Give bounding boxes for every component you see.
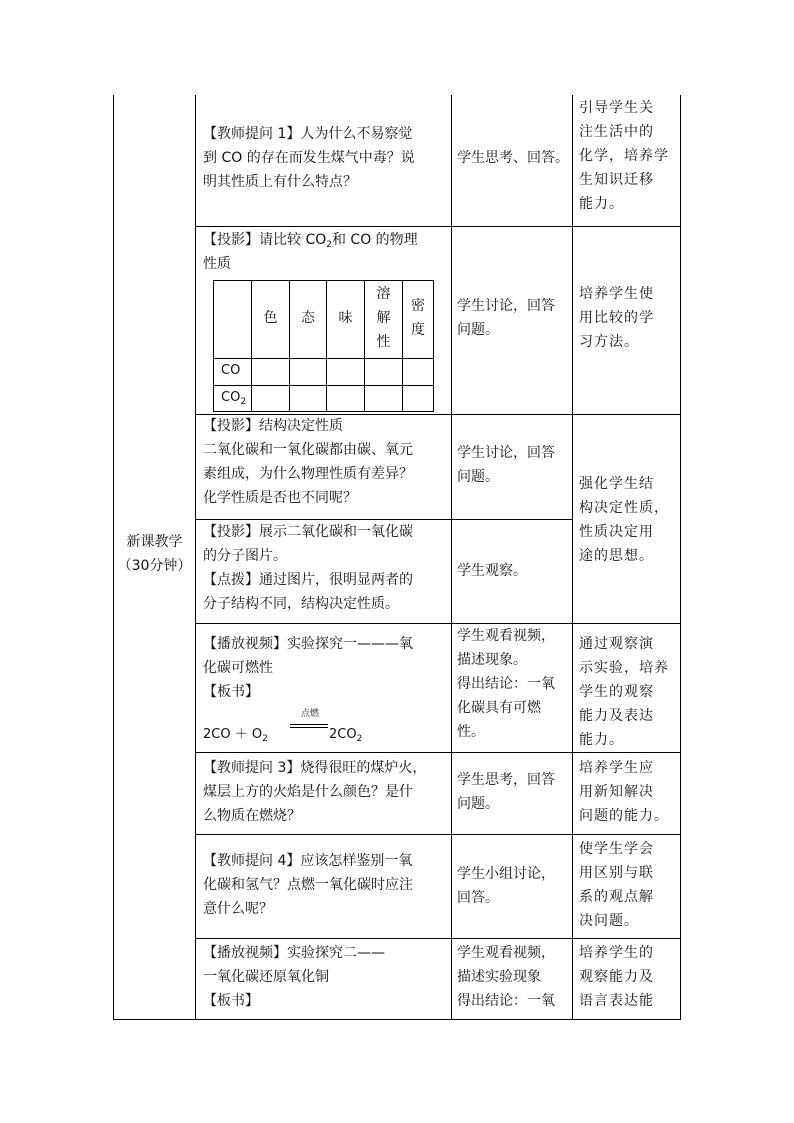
row-student: 学生思考，回答 问题。 — [457, 772, 555, 812]
table-header-smell: 味 — [338, 310, 353, 326]
grid-line — [195, 226, 681, 227]
table-header-state: 态 — [301, 310, 315, 326]
row-student: 学生讨论，回答 问题。 — [457, 445, 555, 485]
row-content: 【投影】请比较 $CO_2$和 CO 的物理 性质 — [203, 232, 418, 272]
grid-line — [113, 1019, 681, 1020]
grid-line — [680, 95, 681, 1020]
row-student: 学生观看视频， 描述实验现象 得出结论：一氧 — [457, 945, 555, 1009]
grid-line — [195, 752, 681, 753]
row-purpose: 培养学生使 用比较的学 习方法。 — [579, 286, 654, 350]
row-purpose: 培养学生应 用新知解决 问题的能力。 — [579, 760, 669, 824]
grid-line — [195, 938, 681, 939]
grid-line — [451, 95, 452, 1020]
row-content: 【教师提问 4】应该怎样鉴别一氧 化碳和氢气？点燃一氧化碳时应注 意什么呢？ — [203, 853, 413, 917]
row-student: 学生观看视频， 描述现象。 得出结论：一氧 化碳具有可燃 性。 — [457, 628, 555, 740]
row-purpose: 引导学生关 注生活中的 化学，培养学 生知识迁移 能力。 — [579, 100, 669, 212]
row-purpose: 强化学生结 构决定性质， 性质决定用 途的思想。 — [579, 476, 669, 564]
row-content: 【教师提问 3】烧得很旺的煤炉火， 煤层上方的火焰是什么颜色？是什 么物质在燃烧？ — [203, 760, 427, 824]
row-content: 【投影】展示二氧化碳和一氧化碳 的分子图片。 【点拨】通过图片，很明显两者的 分子结构不同，结构决定性质。 — [203, 524, 413, 612]
row-purpose: 培养学生的 观察能力及 语言表达能 — [579, 945, 654, 1009]
row-content: 【播放视频】实验探究二—— 一氧化碳还原氧化铜 【板书】 — [203, 945, 385, 1009]
grid-line — [195, 95, 196, 1020]
grid-line — [195, 834, 681, 835]
table-row-co2: $CO_2$ — [221, 390, 247, 407]
section-label: 新课教学 （30分钟） — [117, 534, 192, 574]
table-header-solubility: 溶 解 性 — [376, 286, 391, 350]
grid-line — [572, 95, 573, 1020]
row-purpose: 使学生学会 用区别与联 系的观点解 决问题。 — [579, 841, 654, 929]
row-content: 【教师提问 1】人为什么不易察觉 到 CO 的存在而发生煤气中毒？说 明其性质上有什么特点？ — [203, 126, 415, 190]
row-student: 学生小组讨论， 回答。 — [457, 866, 555, 906]
row-student: 学生思考、回答。 — [457, 150, 569, 166]
row-student: 学生观察。 — [457, 563, 527, 579]
row-content: 【投影】结构决定性质 二氧化碳和一氧化碳都由碳、氧元 素组成，为什么物理性质有差异？ 化学性质是否也不同呢？ — [203, 418, 413, 506]
row-content: 【播放视频】实验探究一———氧 化碳可燃性 【板书】 — [203, 636, 413, 700]
row-student: 学生讨论，回答 问题。 — [457, 298, 555, 338]
grid-line — [195, 623, 681, 624]
table-row-co: CO — [221, 363, 241, 378]
table-header-density: 密 度 — [411, 298, 425, 338]
table-header-color: 色 — [263, 310, 278, 326]
row-purpose: 通过观察演 示实验，培养 学生的观察 能力及表达 能力。 — [579, 636, 669, 748]
